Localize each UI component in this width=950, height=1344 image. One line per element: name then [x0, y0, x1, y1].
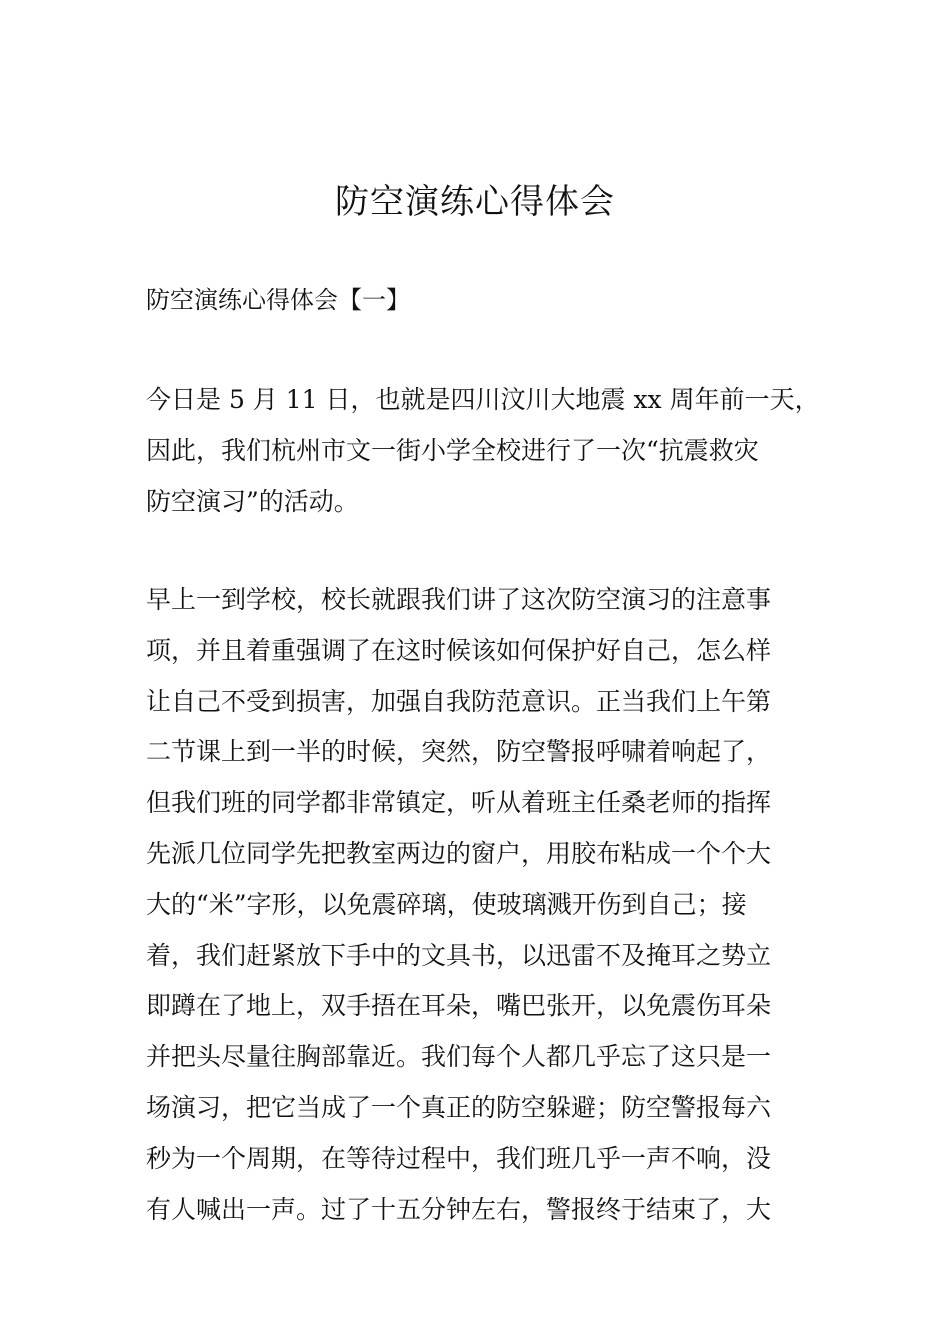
paragraph-line: 场演习，把它当成了一个真正的防空躲避；防空警报每六 [146, 1092, 772, 1122]
paragraph-line: 先派几位同学先把教室两边的窗户，用胶布粘成一个个大 [146, 838, 772, 868]
paragraph-line: 有人喊出一声。过了十五分钟左右，警报终于结束了，大 [146, 1194, 772, 1224]
paragraph-line: 大的“米”字形，以免震碎璃，使玻璃溅开伤到自己；接 [146, 889, 747, 919]
paragraph-line: 并把头尽量往胸部靠近。我们每个人都几乎忘了这只是一 [146, 1042, 772, 1072]
section-heading: 防空演练心得体会【一】 [146, 286, 410, 314]
paragraph-line: 秒为一个周期，在等待过程中，我们班几乎一声不响，没 [146, 1143, 772, 1173]
paragraph-line: 今日是 5 月 11 日，也就是四川汶川大地震 xx 周年前一天， [146, 385, 820, 414]
paragraph-line: 但我们班的同学都非常镇定，听从着班主任桑老师的指挥 [146, 788, 772, 818]
paragraph-line: 即蹲在了地上，双手捂在耳朵，嘴巴张开，以免震伤耳朵 [146, 991, 772, 1021]
paragraph-line: 二节课上到一半的时候，突然，防空警报呼啸着响起了， [146, 737, 772, 767]
paragraph-2 [146, 582, 771, 1242]
paragraph-line: 防空演习”的活动。 [146, 486, 359, 516]
document-title: 防空演练心得体会 [335, 182, 615, 222]
paragraph-line: 因此，我们杭州市文一街小学全校进行了一次“抗震救灾 [146, 435, 759, 465]
paragraph-line: 项，并且着重强调了在这时候该如何保护好自己，怎么样 [146, 635, 772, 665]
paragraph-line: 着，我们赶紧放下手中的文具书，以迅雷不及掩耳之势立 [146, 940, 772, 970]
paragraph-1 [146, 382, 820, 534]
paragraph-line: 让自己不受到损害，加强自我防范意识。正当我们上午第 [146, 686, 772, 716]
paragraph-line: 早上一到学校，校长就跟我们讲了这次防空演习的注意事 [146, 585, 772, 614]
